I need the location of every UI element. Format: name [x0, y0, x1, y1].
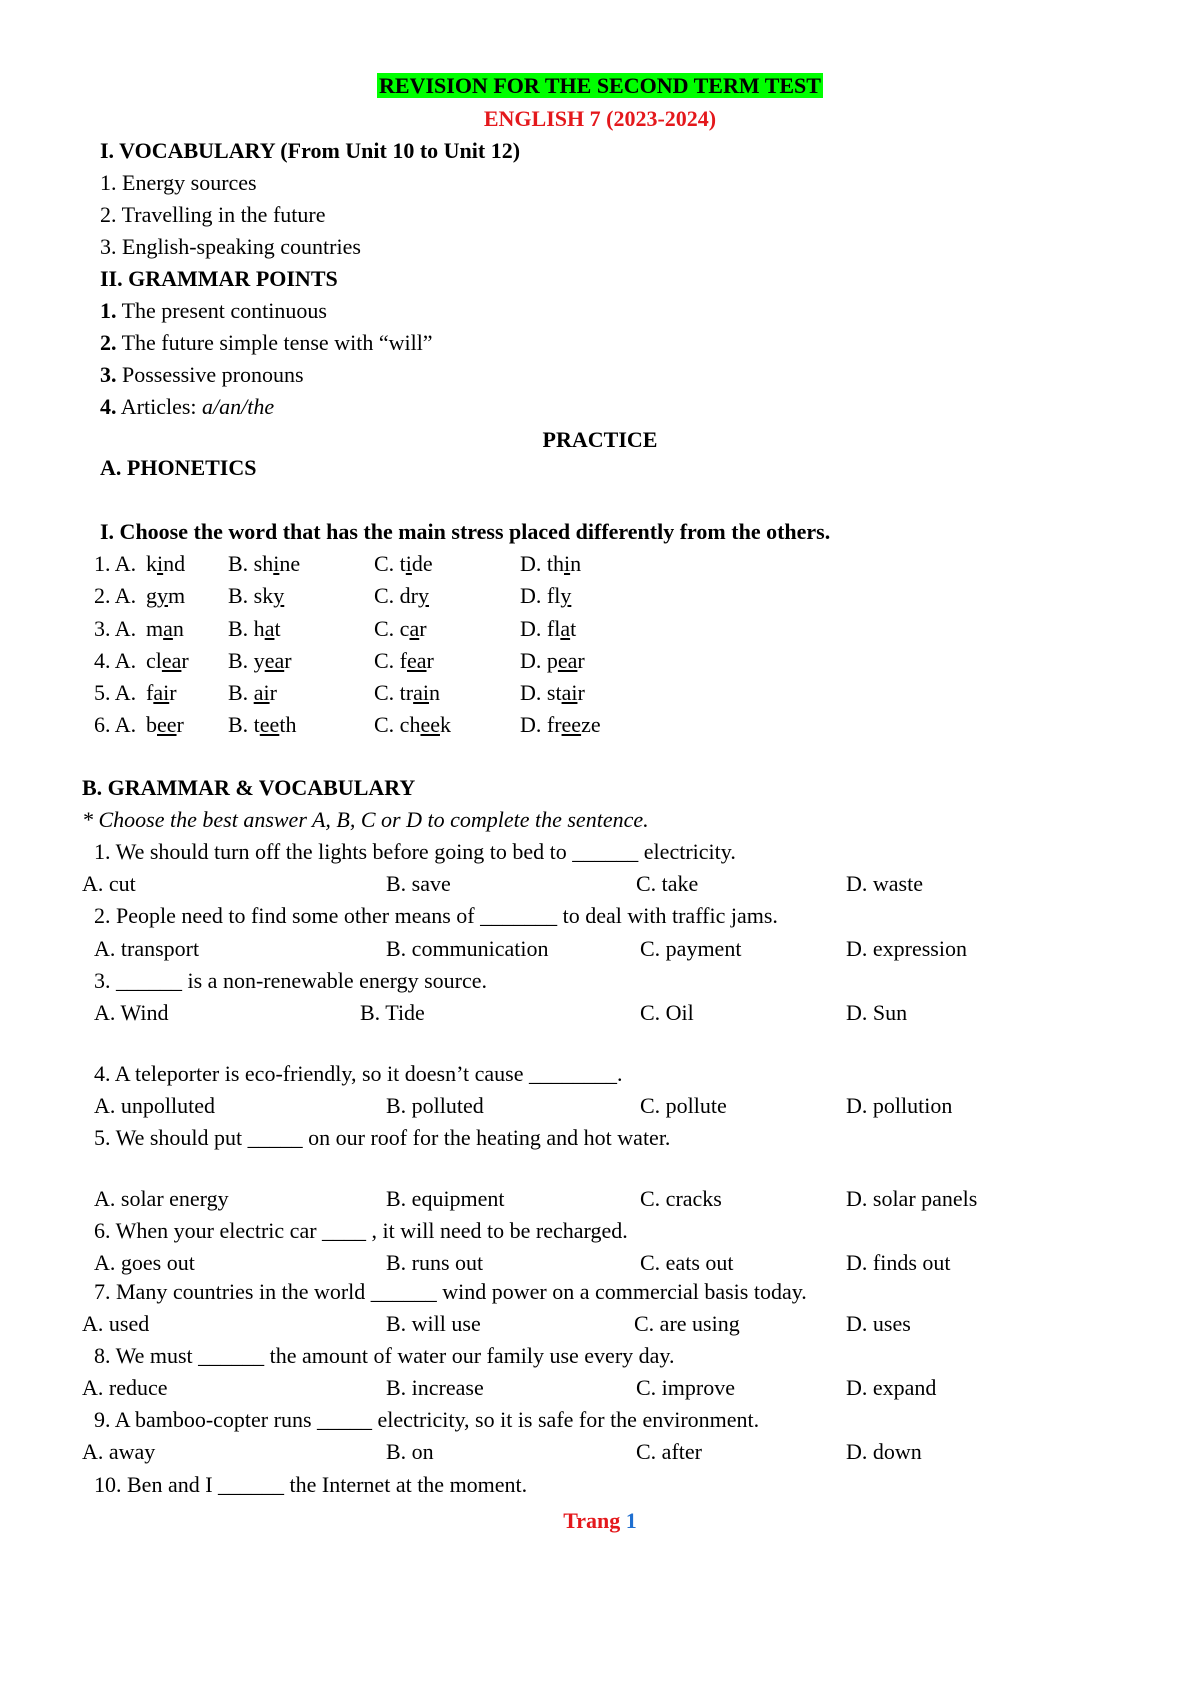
- phonetics-option-b: [228, 680, 277, 706]
- phonetics-word: D. pear: [520, 648, 585, 673]
- grammar-item-italic: a/an/the: [202, 394, 275, 419]
- question-text: 3. ______ is a non-renewable energy source.: [94, 968, 488, 993]
- vocabulary-item: 1. Energy sources: [100, 170, 257, 195]
- answer-option: A. reduce: [82, 1375, 168, 1400]
- answer-option: A. Wind: [94, 1000, 169, 1025]
- phonetics-word: C. fear: [374, 648, 434, 673]
- phonetics-row-label: 4. A.: [94, 648, 137, 673]
- phonetics-option-d: [520, 551, 581, 577]
- answer-option: B. on: [386, 1439, 434, 1464]
- grammar-vocab-instruction: * Choose the best answer A, B, C or D to complete the sentence.: [82, 807, 649, 832]
- phonetics-row-label: 3. A.: [94, 616, 137, 641]
- phonetics-option-b: [228, 616, 281, 642]
- question-text: 7. Many countries in the world ______ wind power on a commercial basis today.: [94, 1279, 807, 1304]
- grammar-item-text: Articles:: [116, 394, 203, 419]
- answer-option: D. finds out: [846, 1250, 951, 1275]
- phonetics-word: B. hat: [228, 616, 281, 641]
- footer-page-number: 1: [625, 1508, 637, 1533]
- phonetics-option-c: [374, 616, 427, 642]
- phonetics-word: beer: [146, 712, 184, 737]
- question-text: 6. When your electric car ____ , it will need to be recharged.: [94, 1218, 628, 1243]
- grammar-item: [100, 298, 327, 324]
- grammar-item-text: The future simple tense with “will”: [116, 330, 433, 355]
- phonetics-word: gym: [146, 583, 186, 608]
- phonetics-option-d: [520, 680, 585, 706]
- phonetics-option-b: [228, 583, 284, 609]
- answer-option: A. cut: [82, 871, 136, 896]
- question-text: 9. A bamboo-copter runs _____ electricity, so it is safe for the environment.: [94, 1407, 760, 1432]
- vocabulary-item: 3. English-speaking countries: [100, 234, 361, 259]
- phonetics-word: B. sky: [228, 583, 285, 608]
- phonetics-word: C. dry: [374, 583, 429, 608]
- answer-option: C. take: [636, 871, 699, 896]
- grammar-item-number: 2.: [100, 330, 117, 355]
- phonetics-row-label: 5. A.: [94, 680, 137, 705]
- phonetics-option-a: [146, 680, 177, 706]
- phonetics-option-d: [520, 583, 571, 609]
- answer-option: A. transport: [94, 936, 200, 961]
- answer-option: C. payment: [640, 936, 742, 961]
- answer-option: A. used: [82, 1311, 150, 1336]
- phonetics-row-label: 6. A.: [94, 712, 137, 737]
- phonetics-option-b: [228, 551, 300, 577]
- phonetics-word: C. train: [374, 680, 441, 705]
- answer-option: C. improve: [636, 1375, 735, 1400]
- phonetics-option-d: [520, 616, 576, 642]
- answer-option: C. after: [636, 1439, 702, 1464]
- vocabulary-item: 2. Travelling in the future: [100, 202, 326, 227]
- answer-option: B. communication: [386, 936, 549, 961]
- grammar-item-number: 4.: [100, 394, 117, 419]
- phonetics-word: fair: [146, 680, 177, 705]
- phonetics-heading: A. PHONETICS: [100, 455, 257, 480]
- phonetics-option-d: [520, 712, 601, 738]
- phonetics-option-d: [520, 648, 585, 674]
- grammar-item: [100, 330, 433, 356]
- answer-option: C. cracks: [640, 1186, 722, 1211]
- answer-option: D. expression: [846, 936, 967, 961]
- phonetics-option-c: [374, 583, 429, 609]
- phonetics-word: D. freeze: [520, 712, 601, 737]
- document-title: [0, 73, 1200, 99]
- phonetics-option-a: [146, 616, 184, 642]
- answer-option: C. Oil: [640, 1000, 694, 1025]
- answer-option: B. save: [386, 871, 451, 896]
- phonetics-option-c: [374, 551, 433, 577]
- phonetics-option-a: [146, 712, 184, 738]
- answer-option: D. solar panels: [846, 1186, 978, 1211]
- phonetics-row-label: 2. A.: [94, 583, 137, 608]
- phonetics-word: B. teeth: [228, 712, 297, 737]
- phonetics-word: B. air: [228, 680, 277, 705]
- answer-option: D. Sun: [846, 1000, 908, 1025]
- question-text: 5. We should put _____ on our roof for the heating and hot water.: [94, 1125, 671, 1150]
- phonetics-word: C. tide: [374, 551, 433, 576]
- phonetics-instruction: I. Choose the word that has the main stress placed differently from the others.: [100, 519, 831, 544]
- answer-option: D. down: [846, 1439, 922, 1464]
- answer-option: B. equipment: [386, 1186, 505, 1211]
- answer-option: B. polluted: [386, 1093, 484, 1118]
- answer-option: C. are using: [634, 1311, 740, 1336]
- document-subtitle: ENGLISH 7 (2023-2024): [483, 106, 717, 131]
- phonetics-word: D. fly: [520, 583, 572, 608]
- answer-option: B. increase: [386, 1375, 484, 1400]
- practice-heading: PRACTICE: [542, 427, 658, 452]
- answer-option: A. goes out: [94, 1250, 195, 1275]
- phonetics-option-c: [374, 680, 440, 706]
- answer-option: A. solar energy: [94, 1186, 229, 1211]
- answer-option: D. uses: [846, 1311, 911, 1336]
- grammar-heading: II. GRAMMAR POINTS: [100, 266, 338, 291]
- answer-option: A. away: [82, 1439, 156, 1464]
- grammar-vocab-heading: B. GRAMMAR & VOCABULARY: [82, 775, 416, 800]
- question-text: 4. A teleporter is eco-friendly, so it doesn’t cause ________.: [94, 1061, 623, 1086]
- vocabulary-heading: I. VOCABULARY (From Unit 10 to Unit 12): [100, 138, 521, 163]
- grammar-item-text: The present continuous: [116, 298, 327, 323]
- grammar-item: [100, 362, 304, 388]
- phonetics-option-a: [146, 648, 189, 674]
- phonetics-option-c: [374, 648, 434, 674]
- answer-option: D. expand: [846, 1375, 937, 1400]
- answer-option: C. pollute: [640, 1093, 727, 1118]
- phonetics-option-b: [228, 648, 292, 674]
- title-highlight: REVISION FOR THE SECOND TERM TEST: [379, 73, 821, 98]
- footer-label: Trang: [563, 1508, 621, 1533]
- grammar-item: [100, 394, 274, 420]
- question-text: 8. We must ______ the amount of water our family use every day.: [94, 1343, 675, 1368]
- phonetics-word: C. car: [374, 616, 427, 641]
- answer-option: B. will use: [386, 1311, 481, 1336]
- page-footer: [0, 1508, 1200, 1534]
- phonetics-word: clear: [146, 648, 189, 673]
- answer-option: D. pollution: [846, 1093, 953, 1118]
- phonetics-option-b: [228, 712, 296, 738]
- answer-option: A. unpolluted: [94, 1093, 215, 1118]
- grammar-item-number: 3.: [100, 362, 117, 387]
- phonetics-option-c: [374, 712, 451, 738]
- phonetics-word: D. thin: [520, 551, 582, 576]
- phonetics-word: D. stair: [520, 680, 585, 705]
- question-text: 2. People need to find some other means of _______ to deal with traffic jams.: [94, 903, 778, 928]
- phonetics-option-a: [146, 551, 185, 577]
- phonetics-word: man: [146, 616, 184, 641]
- answer-option: D. waste: [846, 871, 923, 896]
- answer-option: C. eats out: [640, 1250, 734, 1275]
- question-text: 1. We should turn off the lights before going to bed to ______ electricity.: [94, 839, 736, 864]
- grammar-item-text: Possessive pronouns: [116, 362, 304, 387]
- phonetics-row-label: 1. A.: [94, 551, 137, 576]
- phonetics-word: B. shine: [228, 551, 301, 576]
- phonetics-word: D. flat: [520, 616, 577, 641]
- phonetics-word: C. cheek: [374, 712, 451, 737]
- phonetics-option-a: [146, 583, 185, 609]
- answer-option: B. Tide: [360, 1000, 425, 1025]
- grammar-item-number: 1.: [100, 298, 117, 323]
- question-text: 10. Ben and I ______ the Internet at the moment.: [94, 1472, 528, 1497]
- phonetics-word: kind: [146, 551, 186, 576]
- answer-option: B. runs out: [386, 1250, 484, 1275]
- phonetics-word: B. year: [228, 648, 292, 673]
